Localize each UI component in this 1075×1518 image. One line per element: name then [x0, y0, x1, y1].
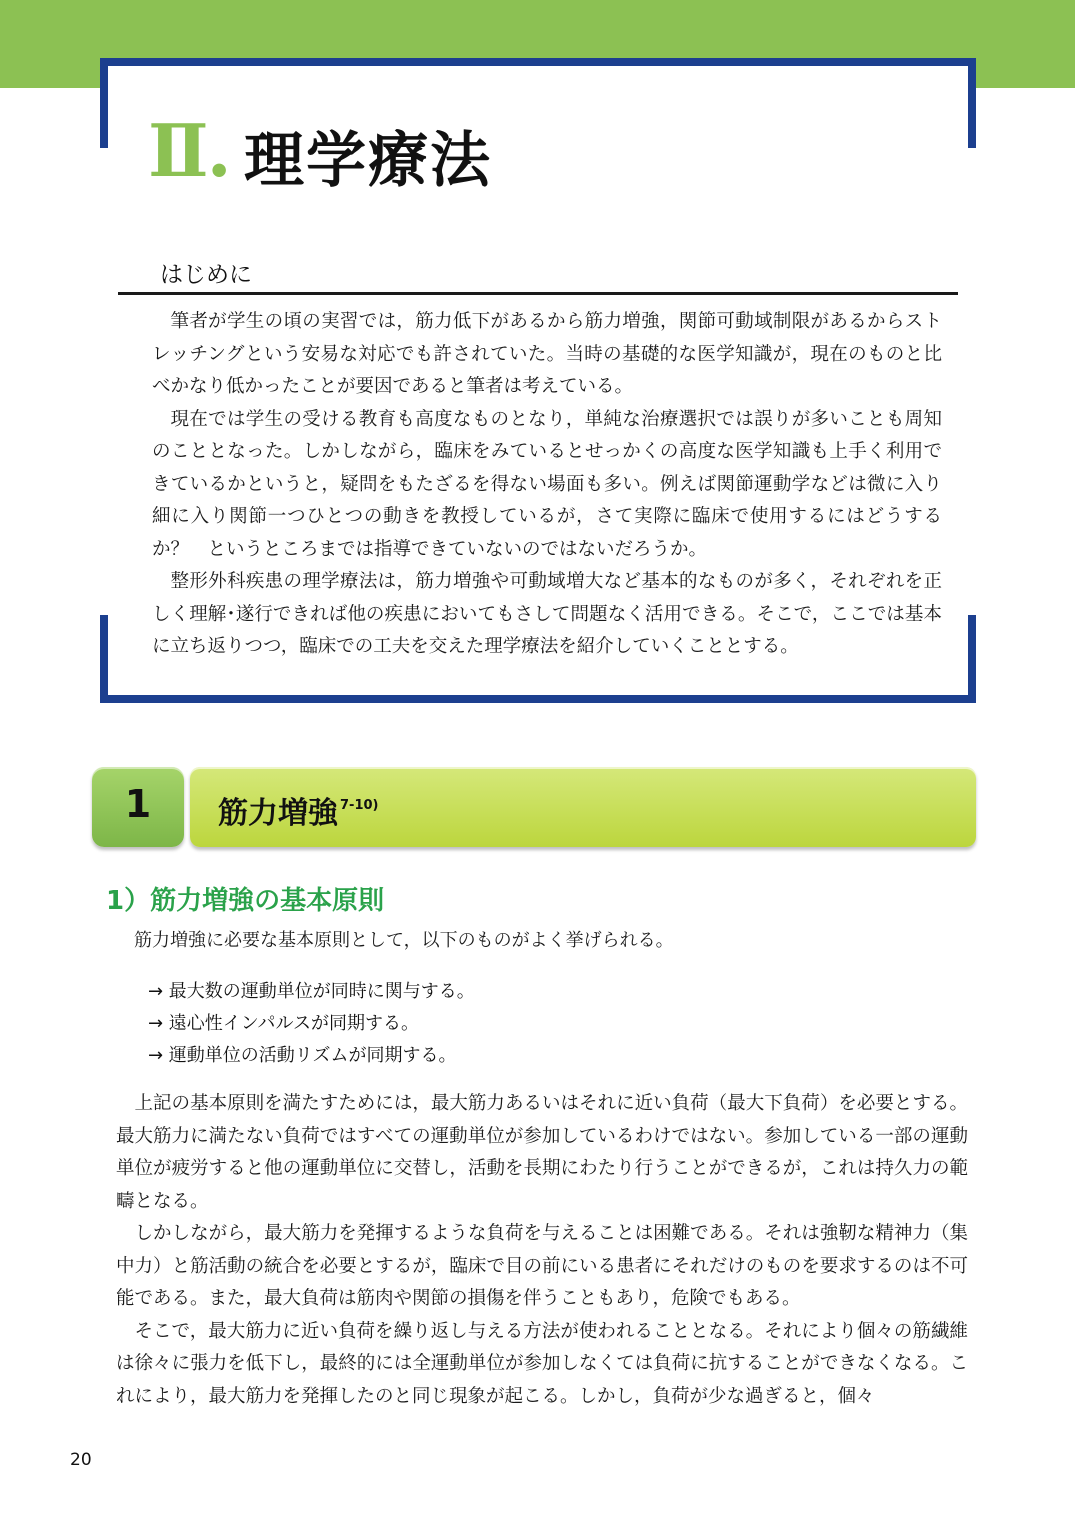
- body-paragraph: 上記の基本原則を満たすためには，最大筋力あるいはそれに近い負荷（最大下負荷）を必要とする。最大筋力に満たない負荷ではすべての運動単位が参加しているわけではない。参加している一部の運動単位が疲労すると他の運動単位に交替し，活動を長期にわたり行うことができるが，これは持久力の範疇となる。: [116, 1093, 968, 1212]
- principles-list: [148, 976, 475, 1072]
- frame-left-top: [100, 58, 108, 148]
- chapter-number: Ⅱ.: [148, 108, 230, 193]
- subsection-heading: 1）筋力増強の基本原則: [106, 886, 385, 916]
- page-number: 20: [70, 1450, 92, 1470]
- intro-paragraph: 現在では学生の受ける教育も高度なものとなり，単純な治療選択では誤りが多いことも周知のこととなった。しかしながら，臨床をみているとせっかくの高度な医学知識も上手く利用できているかというと，疑問をもたざるを得ない場面も多い。例えば関節運動学などは微に入り細に入り関節一つひとつの動きを教授しているが，さて実際に臨床で使用するにはどうするか？ というところまでは指導できていないのではないだろうか。: [152, 408, 942, 560]
- intro-heading: はじめに: [160, 262, 252, 288]
- body-paragraph: しかしながら，最大筋力を発揮するような負荷を与えることは困難である。それは強靭な精神力（集中力）と筋活動の統合を必要とするが，臨床で目の前にいる患者にそれだけのものを要求するのは不可能である。また，最大負荷は筋肉や関節の損傷を伴うこともあり，危険でもある。: [116, 1223, 968, 1309]
- main-body: [116, 1088, 968, 1413]
- intro-divider: [118, 292, 958, 295]
- chapter-title: 理学療法: [244, 126, 492, 196]
- list-item: → 遠心性インパルスが同期する。: [148, 1013, 420, 1034]
- section-number: 1: [124, 782, 152, 826]
- list-item: → 最大数の運動単位が同時に関与する。: [148, 981, 475, 1002]
- body-paragraph: そこで，最大筋力に近い負荷を繰り返し与える方法が使われることとなる。それにより個々の筋繊維は徐々に張力を低下し，最終的には全運動単位が参加しなくては負荷に抗することができなくなる。これにより，最大筋力を発揮したのと同じ現象が起こる。しかし，負荷が少な過ぎると，個々: [116, 1320, 968, 1407]
- frame-right-bottom: [968, 615, 976, 703]
- intro-paragraph: 整形外科疾患の理学療法は，筋力増強や可動域増大など基本的なものが多く，それぞれを正しく理解･遂行できれば他の疾患においてもさして問題なく活用できる。そこで，ここでは基本に立ち返りつつ，臨床での工夫を交えた理学療法を紹介していくこととする。: [152, 571, 942, 657]
- frame-left-bottom: [100, 615, 108, 703]
- frame-top: [100, 58, 976, 66]
- frame-right-top: [968, 58, 976, 148]
- section-reference: 7-10): [340, 798, 379, 813]
- intro-body: [152, 306, 942, 664]
- section-title: [218, 788, 378, 832]
- frame-bottom: [100, 695, 976, 703]
- intro-paragraph: 筆者が学生の頃の実習では，筋力低下があるから筋力増強，関節可動域制限があるからストレッチングという安易な対応でも許されていた。当時の基礎的な医学知識が，現在のものと比べかなり低かったことが要因であると筆者は考えている。: [152, 311, 942, 397]
- list-item: → 運動単位の活動リズムが同期する。: [148, 1045, 457, 1066]
- subsection-intro: 筋力増強に必要な基本原則として，以下のものがよく挙げられる。: [134, 930, 674, 951]
- section-title-text: 筋力増強: [218, 796, 338, 831]
